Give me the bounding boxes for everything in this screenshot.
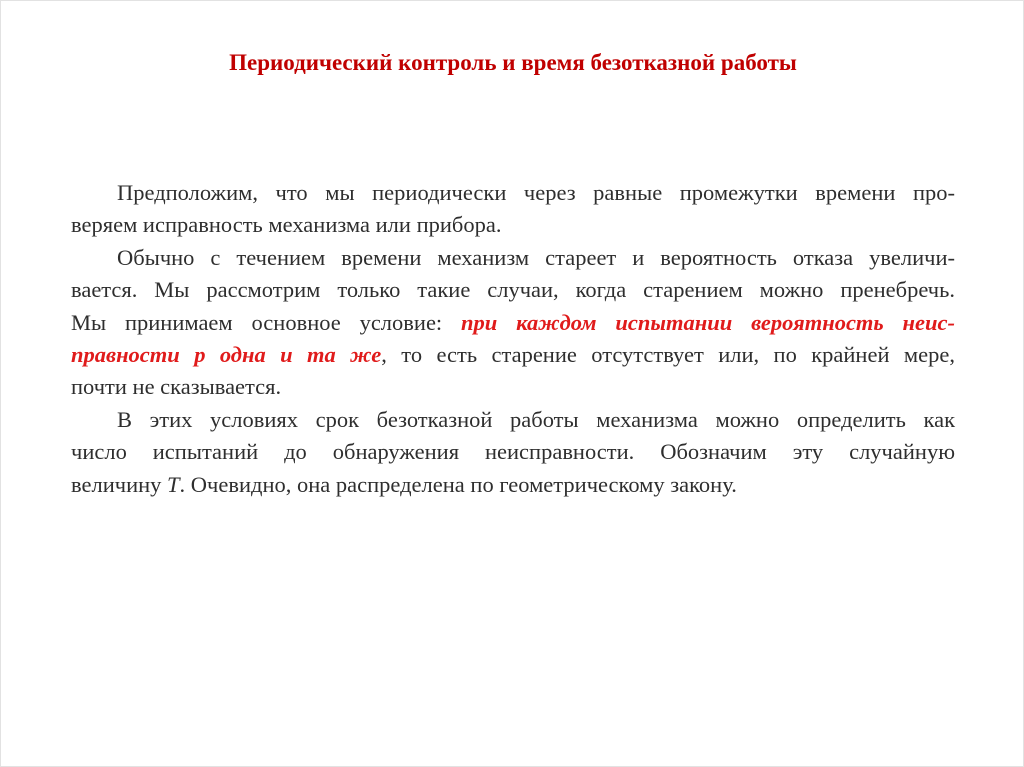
body-text <box>71 177 955 501</box>
paragraph-2-line-5: почти не сказывается. <box>71 374 282 400</box>
emphasis-condition-part-1: при каждом испытании вероятность неис- <box>461 309 956 335</box>
paragraph-2-line-3 <box>71 307 955 339</box>
paragraph-3-line-3 <box>71 469 955 501</box>
paragraph-2-line-3-start: Мы принимаем основное условие: <box>71 309 462 335</box>
emphasis-condition-part-2: правности <box>71 342 195 368</box>
paragraph-3-line-3-rest: . Очевидно, она распределена по геометрическому закону. <box>179 471 737 497</box>
emphasis-condition-part-3: одна и та же <box>205 342 382 368</box>
paragraph-3-line-1: В этих условиях срок безотказной работы механизма можно определить как <box>117 406 955 432</box>
paragraph-2-line-4 <box>71 339 955 371</box>
paragraph-2-line-4-rest: , то есть старение отсутствует или, по крайней мере, <box>381 342 955 368</box>
paragraph-3-line-3-start: величину <box>71 471 168 497</box>
paragraph-2-line-2: вается. Мы рассмотрим только такие случаи, когда старением можно пренебречь. <box>71 277 955 303</box>
probability-variable: p <box>194 342 206 368</box>
slide-title: Периодический контроль и время безотказной работы <box>229 50 797 75</box>
random-variable-t: T <box>167 471 180 497</box>
paragraph-2-line-1: Обычно с течением времени механизм стареет и вероятность отказа увеличи- <box>117 244 955 270</box>
paragraph-3-line-2: число испытаний до обнаружения неисправности. Обозначим эту случайную <box>71 439 955 465</box>
paragraph-1-line-2: веряем исправность механизма или прибора. <box>71 212 502 238</box>
paragraph-1-line-1: Предположим, что мы периодически через равные промежутки времени про- <box>117 180 955 205</box>
